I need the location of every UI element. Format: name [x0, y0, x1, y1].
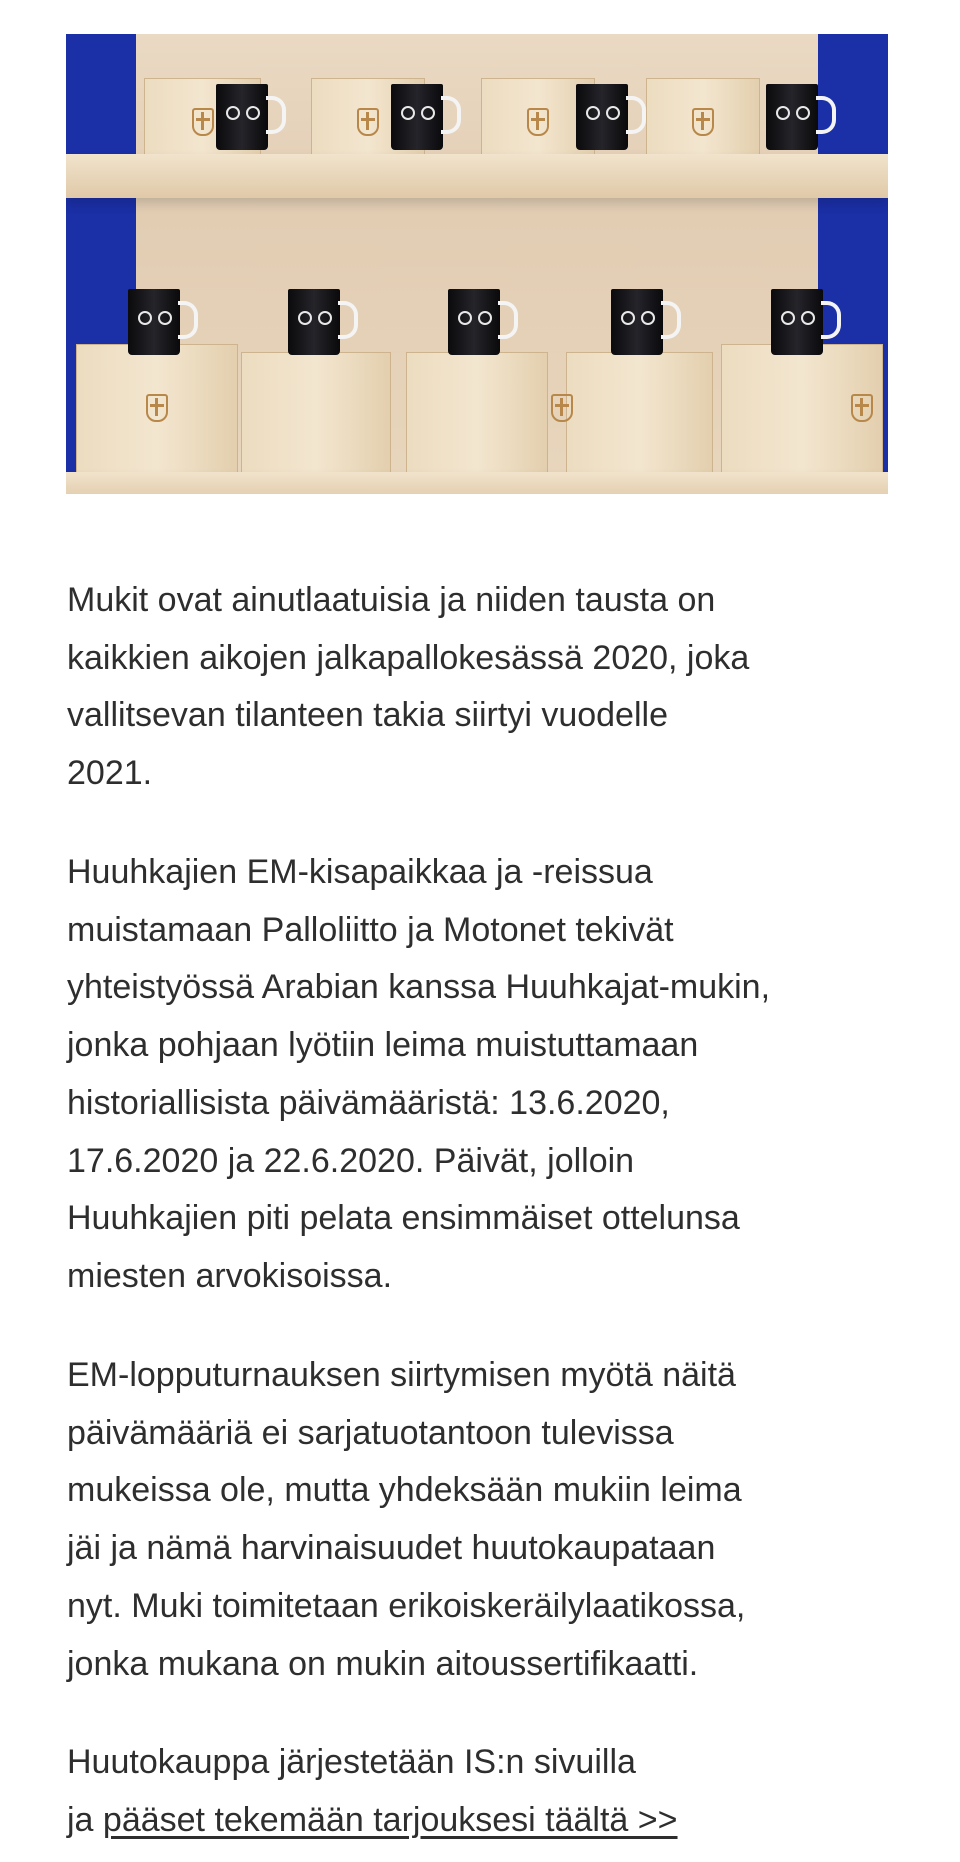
auction-link[interactable]: pääset tekemään tarjouksesi täältä >> — [102, 1800, 678, 1839]
owl-eye — [801, 311, 815, 325]
text-line: 2021. — [67, 754, 153, 793]
lower-shelf — [66, 472, 888, 494]
text-line: muistamaan Palloliitto ja Motonet tekivät — [67, 910, 674, 949]
owl-eye — [781, 311, 795, 325]
owl-eye — [318, 311, 332, 325]
mug — [448, 289, 500, 355]
crest-icon — [551, 394, 573, 422]
crest-icon — [692, 108, 714, 136]
text-line: EM-lopputurnauksen siirtymisen myötä näitä — [67, 1356, 736, 1394]
text-line: mukeissa ole, mutta yhdeksään mukiin leima — [67, 1471, 742, 1510]
text-line: päivämääriä ei sarjatuotantoon tulevissa — [67, 1413, 674, 1452]
text-line: 17.6.2020 ja 22.6.2020. Päivät, jolloin — [67, 1141, 635, 1180]
text-line — [67, 1792, 678, 1850]
crest-icon — [527, 108, 549, 136]
text-line: miesten arvokisoissa. — [67, 1256, 393, 1295]
mug — [128, 289, 180, 355]
owl-eye — [621, 311, 635, 325]
owl-eye — [298, 311, 312, 325]
text-line: jonka mukana on mukin aitoussertifikaatti. — [67, 1644, 699, 1683]
paragraph-3 — [67, 1347, 745, 1693]
paragraph-1 — [67, 572, 749, 803]
owl-eye — [641, 311, 655, 325]
wooden-box — [241, 352, 391, 479]
wooden-box — [406, 352, 548, 479]
text-line: Huutokauppa järjestetään IS:n sivuilla — [67, 1743, 636, 1781]
text-prefix: ja — [67, 1800, 103, 1839]
owl-eye — [138, 311, 152, 325]
text-line: yhteistyössä Arabian kanssa Huuhkajat-mukin, — [67, 968, 771, 1007]
owl-eye — [478, 311, 492, 325]
crest-icon — [357, 108, 379, 136]
text-line: historiallisista päivämääristä: 13.6.2020, — [67, 1083, 670, 1122]
mug — [576, 84, 628, 150]
owl-eye — [421, 106, 435, 120]
crest-icon — [851, 394, 873, 422]
owl-eye — [158, 311, 172, 325]
text-line: Huuhkajien piti pelata ensimmäiset ottelunsa — [67, 1199, 740, 1238]
text-line: jonka pohjaan lyötiin leima muistuttamaan — [67, 1026, 699, 1065]
text-line: Mukit ovat ainutlaatuisia ja niiden tausta on — [67, 581, 716, 619]
owl-eye — [458, 311, 472, 325]
mug — [391, 84, 443, 150]
owl-eye — [401, 106, 415, 120]
paragraph-2 — [67, 844, 770, 1306]
upper-shelf — [66, 154, 888, 198]
text-line: jäi ja nämä harvinaisuudet huutokaupataan — [67, 1529, 716, 1568]
owl-eye — [776, 106, 790, 120]
owl-eye — [226, 106, 240, 120]
wooden-box — [566, 352, 713, 479]
crest-icon — [146, 394, 168, 422]
mug — [766, 84, 818, 150]
mug — [288, 289, 340, 355]
closing-paragraph — [67, 1734, 678, 1849]
mugs-photo — [66, 34, 888, 494]
owl-eye — [246, 106, 260, 120]
text-line: vallitsevan tilanteen takia siirtyi vuodelle — [67, 696, 668, 735]
owl-eye — [606, 106, 620, 120]
owl-eye — [586, 106, 600, 120]
mug — [771, 289, 823, 355]
text-line: nyt. Muki toimitetaan erikoiskeräilylaatikossa, — [67, 1586, 746, 1625]
text-line: kaikkien aikojen jalkapallokesässä 2020, joka — [67, 638, 750, 677]
mug — [611, 289, 663, 355]
mug — [216, 84, 268, 150]
crest-icon — [192, 108, 214, 136]
text-line: Huuhkajien EM-kisapaikkaa ja -reissua — [67, 853, 653, 891]
owl-eye — [796, 106, 810, 120]
